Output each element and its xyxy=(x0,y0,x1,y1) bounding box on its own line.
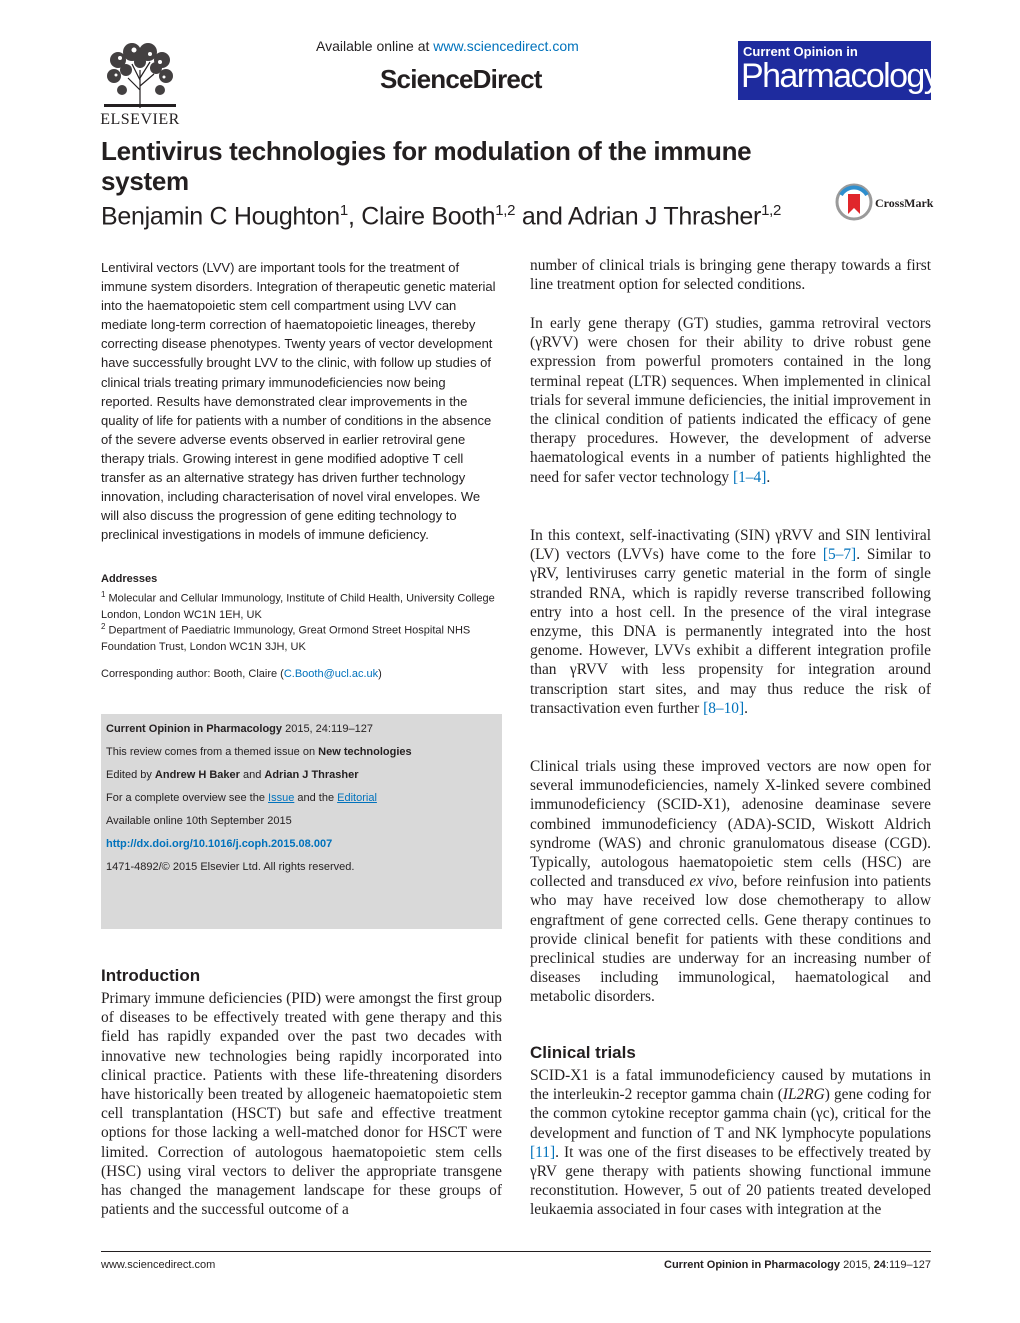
info-citation xyxy=(106,723,373,735)
footer-divider xyxy=(101,1251,931,1252)
info-overview-prefix: For a complete overview see the xyxy=(106,792,269,804)
address-2 xyxy=(101,619,506,655)
info-copyright: 1471-4892/© 2015 Elsevier Ltd. All rights reserved. xyxy=(106,861,355,873)
info-overview-mid: and the xyxy=(294,792,338,804)
info-theme xyxy=(106,746,412,758)
author-separator: , xyxy=(347,202,362,231)
author-3-affiliation: 1,2 xyxy=(761,202,782,219)
author-separator: and xyxy=(515,202,568,231)
journal-logo-line1: Current Opinion in xyxy=(743,44,858,59)
paragraph-5-text-c: . It was one of the first diseases to be effectively treated by γRV gene therapy with patients showing functional immune reconstitution. However, 5 out of 20 patients treated developed leukaemia associated in four cases with integration at the xyxy=(530,1143,931,1219)
info-volume: 2015, 24:119–127 xyxy=(282,723,373,735)
address-2-number: 2 xyxy=(101,622,106,631)
paragraph-early-gene-therapy xyxy=(530,314,931,487)
paragraph-3-end: . xyxy=(744,699,748,717)
paragraph-2-text: In early gene therapy (GT) studies, gamma retroviral vectors (γRVV) were chosen for their ability to drive robust gene expression from powerful promoters contained in the long terminal repeat (LTR) sequences. When implemented in clinical trials for several immune deficiencies, the initial improvement in the clinical condition of patients indicated the efficacy of gene therapy procedures. However, the development of adverse haematological events in a number of patients highlighted the need for safer vector technology xyxy=(530,315,931,486)
crossmark-label[interactable]: CrossMark xyxy=(875,196,934,210)
info-editor-2: Adrian J Thrasher xyxy=(264,769,359,781)
footer-journal: Current Opinion in Pharmacology xyxy=(664,1259,841,1271)
paragraph-5-text-a: SCID-X1 is a fatal immunodeficiency caused by mutations in the interleukin-2 receptor gamma chain ( xyxy=(530,1067,931,1104)
introduction-text: Primary immune deficiencies (PID) were amongst the first group of diseases to be effectively treated with gene therapy and this field has rapidly expanded over the past two decades with innovative new technologies being rapidly incorporated into clinical practice. Patients with these life-threatening disorders have historically been treated by allogeneic haematopoietic stem cell transplantation (HSCT) but safe and effective treatment options for those lacking a well-matched donor for HSCT were limited. Correction of autologous haematopoietic stem cells (HSC) using viral vectors to deliver the appropriate transgene has changed the management landscape for these groups of patients and the successful outcome of a xyxy=(101,990,502,1219)
crossmark-icon[interactable] xyxy=(835,183,873,223)
reference-link[interactable]: [8–10] xyxy=(703,699,745,717)
journal-logo-line2: Pharmacology xyxy=(741,57,940,95)
paragraph-sin-vectors xyxy=(530,526,931,718)
info-overview xyxy=(106,792,377,804)
address-1-number: 1 xyxy=(101,590,106,599)
corresponding-email-link[interactable]: C.Booth@ucl.ac.uk xyxy=(283,668,379,680)
corresponding-prefix: Corresponding author: Booth, Claire ( xyxy=(101,668,284,680)
available-prefix: Available online at xyxy=(316,38,434,54)
paragraph-5-text-b: ) gene coding for the common cytokine receptor gamma chain (γc), critical for the development and function of T and NK lymphocyte populations xyxy=(530,1086,931,1142)
editorial-link[interactable]: Editorial xyxy=(337,792,377,804)
address-2-text: Department of Paediatric Immunology, Great Ormond Street Hospital NHS Foundation Trust, London WC1N 3JH, UK xyxy=(101,624,471,653)
footer-volume: 24 xyxy=(873,1259,886,1271)
reference-link[interactable]: [1–4] xyxy=(732,468,767,486)
info-journal: Current Opinion in Pharmacology xyxy=(106,723,283,735)
introduction-heading: Introduction xyxy=(101,966,201,985)
corresponding-suffix: ) xyxy=(378,668,382,680)
reference-link[interactable]: [5–7] xyxy=(822,546,857,564)
clinical-trials-heading: Clinical trials xyxy=(530,1043,636,1062)
paragraph-3-text-a: In this context, self-inactivating (SIN) γRVV and SIN lentiviral (LV) vectors (LVVs) have come to the fore xyxy=(530,527,931,564)
footer-website[interactable]: www.sciencedirect.com xyxy=(101,1259,216,1271)
address-1 xyxy=(101,587,506,623)
paragraph-clinical-trials-open xyxy=(530,757,931,1007)
info-theme-prefix: This review comes from a themed issue on xyxy=(106,746,319,758)
paragraph-4-text-a: Clinical trials using these improved vectors are now open for several immunodeficiencies, namely X-linked severe combined immunodeficiency (SCID-X1), adenosine deaminase severe combined immunodeficiency (ADA)-SCID, Wiskott Aldrich syndrome (WAS) and chronic granulomatous disease (CGD). Typically, autologous haematopoietic stem cells (HSC) are collected and transduced xyxy=(530,758,931,891)
paragraph-scid-x1 xyxy=(530,1066,931,1220)
journal-logo xyxy=(738,41,940,100)
author-2-affiliation: 1,2 xyxy=(495,202,516,219)
paragraph-5-italic: IL2RG xyxy=(782,1086,825,1104)
info-available-date: Available online 10th September 2015 xyxy=(106,815,292,827)
paragraph-4-text-b: , before reinfusion into patients who may have received low dose chemotherapy to allow engraftment of gene corrected cells. Gene therapy continues to provide clinical benefit for patients with these conditions and preclinical studies are underway for an increasing number of diseases including immunological, haematological and metabolic disorders. xyxy=(530,873,931,1006)
issue-link[interactable]: Issue xyxy=(268,792,295,804)
article-title: Lentivirus technologies for modulation of the immune system xyxy=(101,136,752,196)
info-edited-and: and xyxy=(239,769,265,781)
doi-link[interactable]: http://dx.doi.org/10.1016/j.coph.2015.08.007 xyxy=(106,838,333,850)
info-theme-name: New technologies xyxy=(318,746,412,758)
paragraph-4-italic: ex vivo xyxy=(689,873,734,891)
publisher-name: ELSEVIER xyxy=(100,111,180,128)
availability-line xyxy=(316,38,579,54)
corresponding-author xyxy=(101,668,382,680)
paragraph-3-text-b: . Similar to γRV, lentiviruses carry genetic material in the form of single stranded RNA, which is rapidly reverse transcribed following entry into a host cell. In the presence of the viral integrase enzyme, this DNA is permanently integrated into the host genome. However, LVVs exhibit a different integration profile than γRVV with less propensity for integration around transcription start sites, and may thus reduce the risk of transactivation even further xyxy=(530,546,931,717)
paragraph-continuation: number of clinical trials is bringing gene therapy towards a first line treatment option for selected conditions. xyxy=(530,257,931,294)
info-editors xyxy=(106,769,359,781)
footer-citation xyxy=(580,1259,931,1271)
footer-pages: :119–127 xyxy=(885,1259,931,1271)
abstract: Lentiviral vectors (LVV) are important tools for the treatment of immune system disorders. Integration of therapeutic genetic material into the haematopoietic stem cell compartment using LVV can mediate long-term correction of haematopoietic lineages, thereby correcting disease phenotypes. Twenty years of vector development have successfully brought LVV to the clinic, with follow up studies of clinical trials treating primary immunodeficiencies now being reported. Results have demonstrated clear improvements in the quality of life for patients with a number of conditions in the absence of the severe adverse events observed in earlier retroviral gene therapy trials. Growing interest in gene modified adoptive T cell transfer as an alternative strategy has driven further technology innovation, including characterisation of novel viral envelopes. We will also discuss the progression of gene editing technology to preclinical investigations in models of immune deficiency. xyxy=(101,260,496,543)
author-3: Adrian J Thrasher xyxy=(567,202,762,231)
article-info-box xyxy=(101,714,502,929)
author-2: Claire Booth xyxy=(361,202,496,231)
footer-year: 2015, xyxy=(840,1259,874,1271)
sciencedirect-link[interactable]: www.sciencedirect.com xyxy=(433,38,579,54)
reference-link[interactable]: [11] xyxy=(530,1143,556,1161)
info-edited-prefix: Edited by xyxy=(106,769,155,781)
author-1-affiliation: 1 xyxy=(339,202,348,219)
paragraph-2-end: . xyxy=(766,468,771,486)
addresses-heading: Addresses xyxy=(101,573,158,585)
info-editor-1: Andrew H Baker xyxy=(154,769,240,781)
author-list xyxy=(101,196,781,231)
author-1: Benjamin C Houghton xyxy=(101,202,340,231)
address-1-text: Molecular and Cellular Immunology, Institute of Child Health, University College London, London WC1N 1EH, UK xyxy=(101,592,495,621)
platform-name: ScienceDirect xyxy=(380,64,542,94)
